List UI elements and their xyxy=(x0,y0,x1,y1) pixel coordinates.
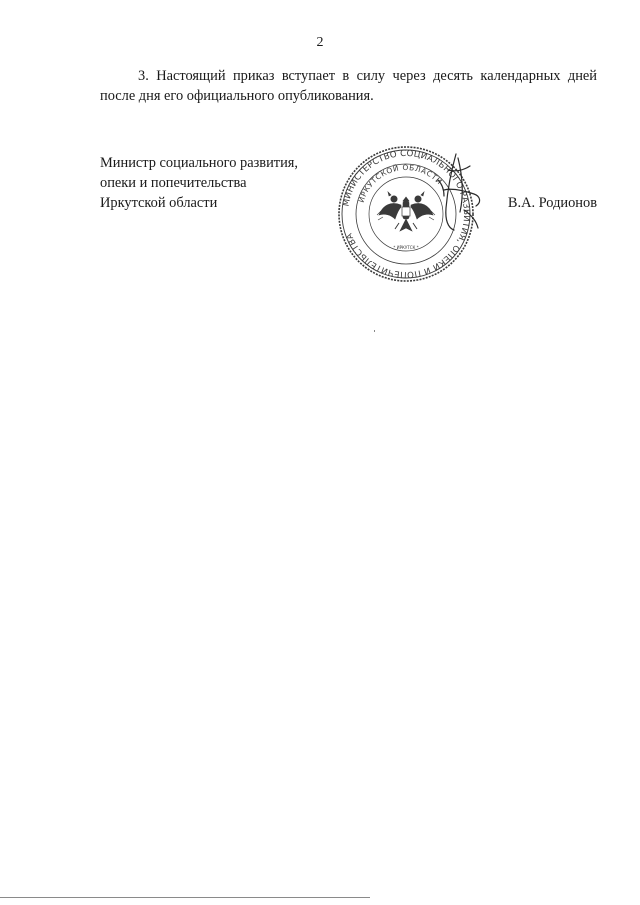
signatory-position xyxy=(100,153,298,213)
signatory-position-line-3: Иркутской области xyxy=(100,195,218,211)
signatory-position-line-1: Министр социального развития, xyxy=(100,155,298,171)
bottom-scan-line xyxy=(0,897,370,898)
scan-speck xyxy=(374,330,375,332)
minister-name: В.А. Родионов xyxy=(507,195,597,211)
page-number: 2 xyxy=(316,35,324,50)
svg-text:* ИРКУТСК *: * ИРКУТСК * xyxy=(393,245,419,250)
svg-text:ИРКУТСКОЙ ОБЛАСТИ: ИРКУТСКОЙ ОБЛАСТИ xyxy=(356,162,445,204)
signatory-position-line-2: опеки и попечительства xyxy=(100,175,247,191)
svg-text:МИНИСТЕРСТВО СОЦИАЛЬНОГО РАЗВИ: МИНИСТЕРСТВО СОЦИАЛЬНОГО РАЗВИТИЯ, ОПЕКИ И ПОПЕЧИТЕЛЬСТВА xyxy=(341,148,472,280)
handwritten-signature xyxy=(418,150,498,245)
order-paragraph: 3. Настоящий приказ вступает в силу через десять календарных дней после дня его официального опубликования. xyxy=(100,68,597,104)
